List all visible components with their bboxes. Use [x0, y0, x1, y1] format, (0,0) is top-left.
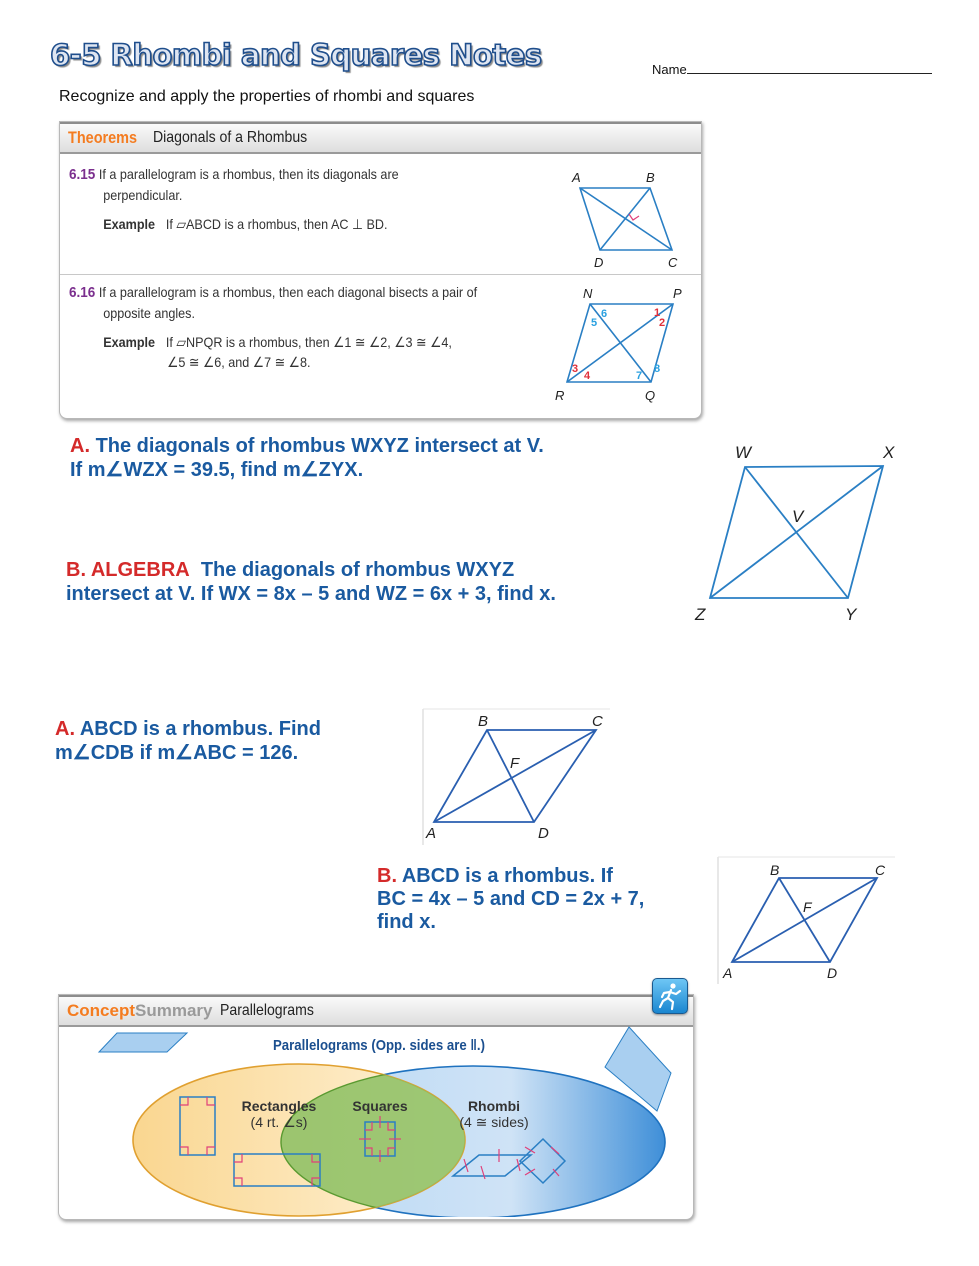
svg-text:N: N — [583, 286, 593, 301]
problem-text: If m∠WZX = 39.5, find m∠ZYX. — [70, 459, 364, 481]
running-figure-icon — [653, 979, 687, 1013]
svg-text:B: B — [478, 713, 489, 730]
theorems-box — [59, 121, 702, 419]
svg-text:V: V — [792, 507, 804, 526]
svg-text:F: F — [510, 755, 520, 772]
svg-text:3: 3 — [572, 363, 579, 375]
svg-text:C: C — [592, 713, 603, 730]
objective: Recognize and apply the properties of rhombi and squares — [59, 88, 475, 105]
concept-keyword: ConceptSummary — [67, 1001, 213, 1020]
svg-text:4: 4 — [584, 370, 591, 382]
problem-abcd-a — [55, 717, 321, 765]
theorems-header — [60, 122, 701, 154]
rhombus-wxyz-figure — [685, 440, 905, 630]
rhombus-abcd-figure-a — [422, 707, 612, 847]
svg-text:W: W — [735, 443, 752, 462]
vertex-label-b: B — [646, 170, 655, 185]
problem-text: m∠CDB if m∠ABC = 126. — [55, 742, 299, 764]
vertex-label-a: A — [572, 170, 581, 185]
svg-text:D: D — [827, 965, 838, 981]
theorem-divider — [60, 274, 701, 275]
theorem-text: perpendicular. — [103, 187, 183, 203]
problem-wxyz-b — [66, 558, 556, 606]
venn-label-rhombi: Rhombi (4 ≅ sides) — [459, 1098, 529, 1130]
theorem-6-16 — [69, 282, 537, 372]
concept-summary-box — [58, 994, 694, 1220]
svg-text:2: 2 — [659, 317, 666, 329]
page-title: 6-5 Rhombi and Squares Notes — [50, 38, 542, 72]
svg-text:P: P — [673, 286, 682, 301]
concept-summary-header — [59, 995, 693, 1027]
venn-diagram — [59, 1025, 693, 1217]
problem-wxyz-a — [70, 434, 544, 482]
svg-text:A: A — [723, 965, 733, 981]
svg-text:6: 6 — [601, 308, 608, 320]
theorem-text: opposite angles. — [103, 305, 195, 321]
running-man-icon[interactable] — [652, 978, 688, 1014]
theorems-title: Diagonals of a Rhombus — [153, 129, 308, 146]
name-blank[interactable] — [687, 61, 932, 74]
problem-text: BC = 4x – 5 and CD = 2x + 7, — [377, 888, 645, 910]
problem-letter: A. — [70, 435, 90, 457]
svg-text:Y: Y — [845, 605, 857, 624]
svg-text:F: F — [803, 899, 812, 915]
svg-text:5: 5 — [591, 317, 598, 329]
svg-text:A: A — [426, 825, 437, 842]
parallelogram-shape — [99, 1033, 187, 1052]
theorem-6-15 — [69, 164, 537, 234]
svg-text:7: 7 — [636, 370, 643, 382]
vertex-label-c: C — [668, 255, 678, 270]
theorem-text: If a parallelogram is a rhombus, then each diagonal bisects a pair of — [98, 284, 478, 300]
problem-text: intersect at V. If WX = 8x – 5 and WZ = 6x + 3, find x. — [66, 583, 556, 605]
svg-text:1: 1 — [654, 307, 661, 319]
example-label: Example — [103, 216, 156, 232]
rhombus-abcd-figure-b — [717, 856, 897, 986]
rhombus-npqr-figure — [545, 282, 695, 407]
problem-text: ABCD is a rhombus. Find — [79, 718, 321, 740]
venn-label-squares: Squares — [352, 1098, 408, 1114]
problem-text: The diagonals of rhombus WXYZ intersect at V. — [95, 435, 544, 457]
svg-text:C: C — [875, 862, 886, 878]
name-field[interactable] — [652, 61, 932, 77]
theorem-text: If a parallelogram is a rhombus, then its diagonals are — [98, 166, 399, 182]
svg-text:X: X — [883, 443, 895, 462]
problem-text: The diagonals of rhombus WXYZ — [200, 559, 515, 581]
theorem-number: 6.15 — [69, 166, 96, 183]
example-text: If ▱NPQR is a rhombus, then ∠1 ≅ ∠2, ∠3 ≅ ∠4, — [165, 334, 452, 350]
venn-label-rectangles: Rectangles (4 rt. ∠s) — [241, 1098, 317, 1130]
svg-text:8: 8 — [654, 363, 661, 375]
example-label: Example — [103, 334, 156, 350]
problem-abcd-b — [377, 865, 644, 934]
venn-title: Parallelograms (Opp. sides are ‖.) — [273, 1037, 485, 1054]
example-text: If ▱ABCD is a rhombus, then AC ⊥ BD. — [165, 216, 388, 232]
theorems-keyword: Theorems — [68, 128, 138, 147]
problem-text: ABCD is a rhombus. If — [401, 865, 613, 887]
vertex-label-d: D — [594, 255, 604, 270]
problem-letter: B. — [377, 865, 397, 887]
rhombus-abcd-figure — [560, 164, 690, 274]
svg-text:D: D — [538, 825, 549, 842]
name-label: Name — [652, 62, 687, 77]
problem-letter: A. — [55, 718, 75, 740]
problem-letter: B. ALGEBRA — [66, 559, 190, 581]
svg-text:Z: Z — [695, 605, 706, 624]
svg-text:R: R — [555, 388, 565, 403]
concept-title: Parallelograms — [220, 1002, 315, 1019]
svg-text:B: B — [770, 862, 780, 878]
example-text: ∠5 ≅ ∠6, and ∠7 ≅ ∠8. — [167, 354, 311, 370]
svg-text:Q: Q — [645, 388, 656, 403]
theorem-number: 6.16 — [69, 284, 96, 301]
problem-text: find x. — [377, 911, 436, 933]
